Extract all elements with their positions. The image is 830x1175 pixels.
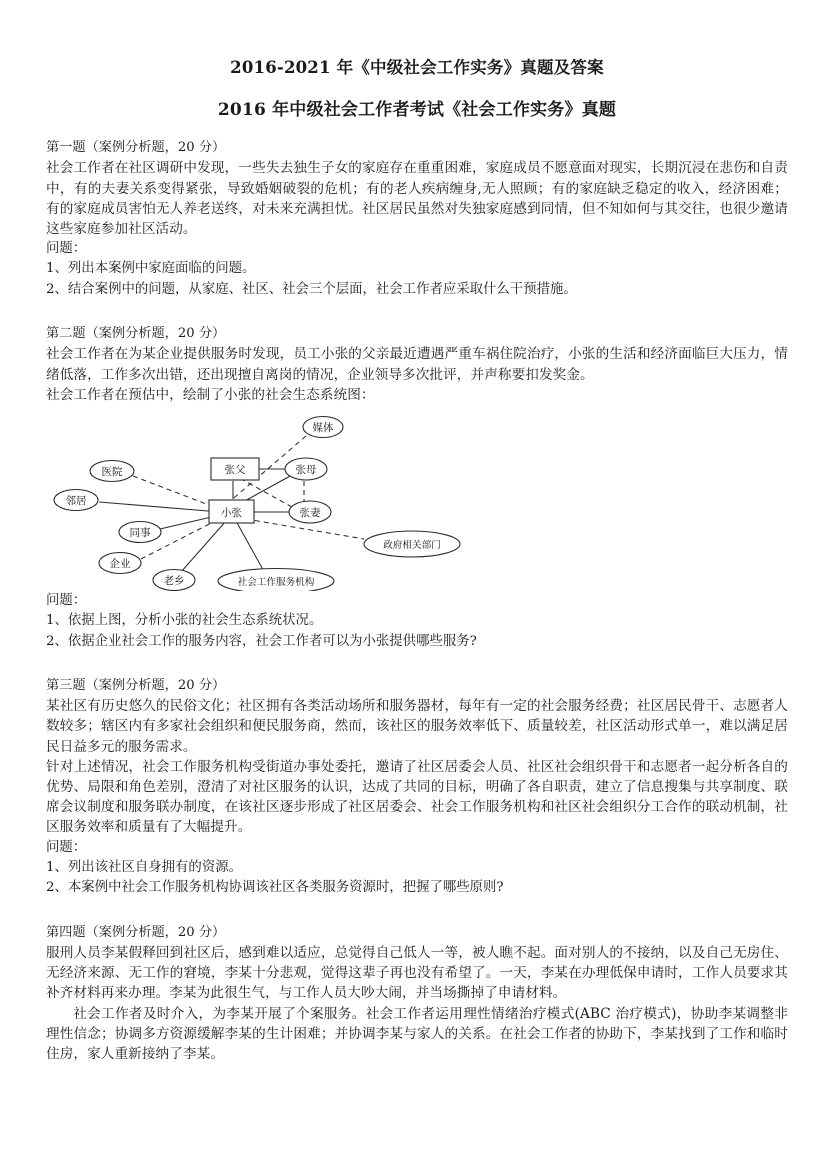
node-enterprise-label: 企业 xyxy=(109,558,131,571)
question-1-item-1: 1、列出本案例中家庭面临的问题。 xyxy=(46,261,256,277)
spacer xyxy=(46,300,788,324)
node-fellow-label: 老乡 xyxy=(163,575,185,588)
question-4-heading: 第四题（案例分析题，20 分） xyxy=(46,924,226,940)
question-2-heading: 第二题（案例分析题，20 分） xyxy=(46,326,226,342)
spacer xyxy=(46,899,788,923)
node-wife-label: 张妻 xyxy=(299,507,321,520)
node-father-label: 张父 xyxy=(224,464,246,477)
document-subtitle: 2016 年中级社会工作者考试《社会工作实务》真题 xyxy=(217,99,617,120)
question-4-body: 服刑人员李某假释回到社区后，感到难以适应，总觉得自己低人一等，被人瞧不起。面对别人的不接纳，以及自己无房住、无经济来源、无工作的窘境，李某十分悲观，觉得这辈子再也没有希望了。一天，李某在办理低保申请时，工作人员要求其补齐材料再来办理。李某为此很生气，与工作人员大吵大闹，并当场撕掉了申请材料。 xyxy=(46,944,788,1002)
node-neighbor-label: 邻居 xyxy=(65,495,87,508)
social-ecosystem-diagram xyxy=(50,411,570,591)
question-3-item-1: 1、列出该社区自身拥有的资源。 xyxy=(46,859,242,875)
edge-neighbor-self xyxy=(99,502,220,512)
question-3-heading: 第三题（案例分析题，20 分） xyxy=(46,678,226,694)
question-1-heading: 第一题（案例分析题，20 分） xyxy=(46,140,226,156)
node-media-label: 媒体 xyxy=(312,422,334,435)
question-3-item-2: 2、本案例中社会工作服务机构协调该社区各类服务资源时，把握了哪些原则? xyxy=(46,880,504,896)
question-3-body-2: 针对上述情况，社会工作服务机构受街道办事处委托，邀请了社区居委会人员、社区社会组织骨干和志愿者一起分析各自的优势、局限和角色差别，澄清了对社区服务的认识，达成了共同的目标，明确了各自职责，建立了信息搜集与共享制度、联席会议制度和服务联办制度，在该社区逐步形成了社区居委会、社会工作服务机构和社区社会组织分工合作的联动机制，社区服务效率和质量有了大幅提升。 xyxy=(46,758,788,836)
question-2-body-2: 社会工作者在预估中，绘制了小张的社会生态系统图： xyxy=(46,386,375,403)
question-2-item-1: 1、依据上图，分析小张的社会生态系统状况。 xyxy=(46,613,323,629)
document-content xyxy=(46,0,788,1064)
question-1-body: 社会工作者在社区调研中发现，一些失去独生子女的家庭存在重重困难，家庭成员不愿意面对现实，长期沉浸在悲伤和自责中，有的夫妻关系变得紧张，导致婚姻破裂的危机；有的老人疾病缠身,无人照顾；有的家庭缺乏稳定的收入，经济困难；有的家庭成员害怕无人养老送终，对未来充满担忧。社区居民虽然对失独家庭感到同情，但不知如何与其交往，也很少邀请这些家庭参加社区活动。 xyxy=(46,160,788,237)
question-1-prompt-label: 问题： xyxy=(46,241,87,257)
edge-agency-self xyxy=(236,521,266,575)
node-colleague-label: 同事 xyxy=(129,527,151,540)
question-1-item-2: 2、结合案例中的问题，从家庭、社区、社会三个层面，社会工作者应采取什么干预措施。 xyxy=(46,281,577,297)
question-2-body: 社会工作者在为某企业提供服务时发现，员工小张的父亲最近遭遇严重车祸住院治疗，小张的生活和经济面临巨大压力，情绪低落，工作多次出错，还出现擅自离岗的情况，企业领导多次批评，并声称要扣发奖金。 xyxy=(46,346,788,383)
node-hospital-label: 医院 xyxy=(101,466,123,479)
node-mother-label: 张母 xyxy=(295,464,317,477)
spacer xyxy=(46,652,788,676)
question-4-body-2: 社会工作者及时介入，为李某开展了个案服务。社会工作者运用理性情绪治疗模式(ABC 治疗模式)，协助李某调整非理性信念；协调多方资源缓解李某的生计困难；并协调李某与家人的关系。在社会工作者的协助下，李某找到了工作和临时住房，家人重新接纳了李某。 xyxy=(46,1005,788,1062)
document-title: 2016-2021 年《中级社会工作实务》真题及答案 xyxy=(230,58,604,77)
edge-fellow-self xyxy=(181,521,226,572)
question-2-prompt-label: 问题： xyxy=(46,593,87,609)
node-government-label: 政府相关部门 xyxy=(383,540,441,552)
question-2-item-2: 2、依据企业社会工作的服务内容，社会工作者可以为小张提供哪些服务? xyxy=(46,633,477,649)
node-agency-label: 社会工作服务机构 xyxy=(237,577,315,589)
question-3-body: 某社区有历史悠久的民俗文化；社区拥有各类活动场所和服务器材，每年有一定的社会服务经费；社区居民骨干、志愿者人数较多；辖区内有多家社会组织和便民服务商，然而，该社区的服务效率低下、质量较差，社区活动形式单一，难以满足居民日益多元的服务需求。 xyxy=(46,698,788,755)
question-3-prompt-label: 问题： xyxy=(46,839,87,855)
node-self-label: 小张 xyxy=(221,507,242,520)
